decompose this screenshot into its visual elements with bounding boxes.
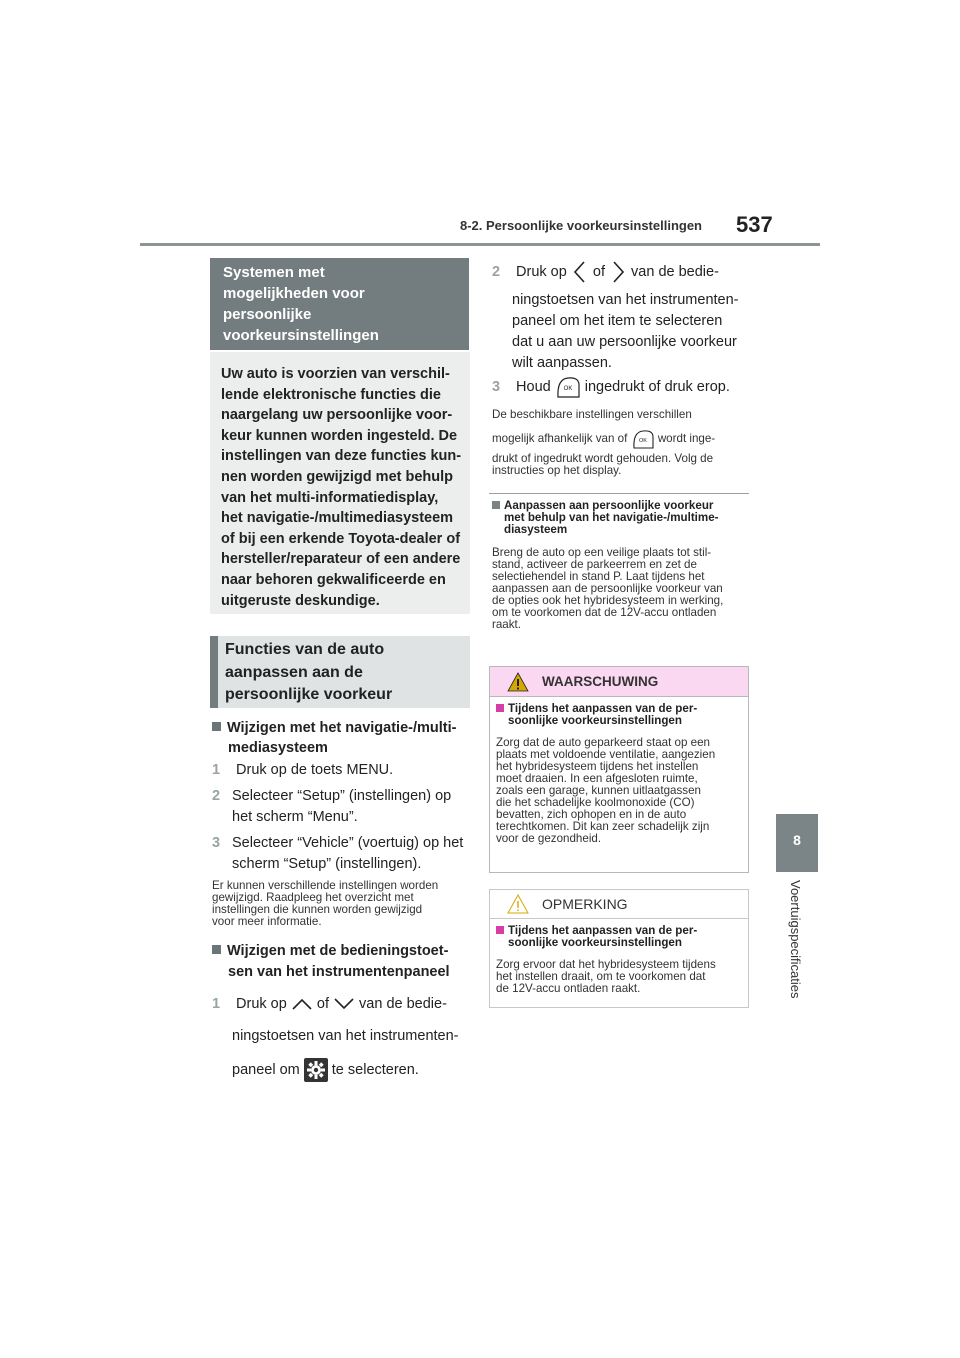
step-text: Houd xyxy=(516,379,551,395)
notice-heading xyxy=(496,925,746,949)
subsection-line: persoonlijke voorkeur xyxy=(225,686,393,703)
notice-triangle-icon xyxy=(507,894,529,914)
notice-title: OPMERKING xyxy=(542,896,628,912)
note-line: instellingen die kunnen worden gewijzigd xyxy=(212,903,423,916)
warning-title: WAARSCHUWING xyxy=(542,674,659,689)
heading-line: Systemen met xyxy=(223,264,325,281)
intro-line: naargelang uw persoonlijke voor- xyxy=(221,407,453,424)
bullet-square-icon xyxy=(496,926,504,934)
note-line: wordt inge- xyxy=(657,432,716,445)
note-line: mogelijk afhankelijk van of xyxy=(492,432,628,445)
intro-line: instellingen van deze functies kun- xyxy=(221,448,462,465)
chapter-number: 8 xyxy=(793,832,801,848)
intro-line: uitgeruste deskundige. xyxy=(221,592,380,609)
subsection-accent-bar xyxy=(210,636,218,708)
text-line: die het schadelijke koolmonoxide (CO) xyxy=(496,796,695,809)
text-line: de 12V-accu ontladen raakt. xyxy=(496,982,641,995)
step-text: het scherm “Menu”. xyxy=(232,809,358,825)
bullet-square-icon xyxy=(492,501,500,509)
settings-gear-icon xyxy=(304,1058,328,1082)
intro-line: keur kunnen worden ingesteld. De xyxy=(221,427,458,444)
ok-button-icon xyxy=(631,428,655,450)
step-text: scherm “Setup” (instellingen). xyxy=(232,856,422,872)
step-number: 3 xyxy=(492,379,501,395)
ok-button-icon xyxy=(555,375,581,399)
step-number: 3 xyxy=(212,835,221,851)
text-line: het instellen draait, om te voorkomen dat xyxy=(496,970,706,983)
svg-text:OK: OK xyxy=(638,437,647,444)
step-number: 1 xyxy=(212,762,221,778)
note-line: instructies op het display. xyxy=(492,464,622,477)
intro-line: nen worden gewijzigd met behulp xyxy=(221,468,454,485)
chapter-label: Voertuigspecificaties xyxy=(788,880,803,999)
text-line: zoals een garage, kunnen uitlaatgassen xyxy=(496,784,701,797)
switch-heading-line: sen van het instrumentenpaneel xyxy=(228,964,450,980)
intro-box xyxy=(210,352,470,614)
heading-line: soonlijke voorkeursinstellingen xyxy=(508,936,682,949)
heading-line: diasysteem xyxy=(504,523,568,536)
bullet-square-icon xyxy=(496,704,504,712)
step-number: 2 xyxy=(212,788,221,804)
switch-step-1 xyxy=(212,990,482,1084)
text-line: raakt. xyxy=(492,618,521,631)
text-line: om te voorkomen dat de 12V-accu ontladen xyxy=(492,606,717,619)
left-arrow-icon xyxy=(571,260,589,284)
subsection-line: aanpassen aan de xyxy=(225,663,363,681)
step-number: 1 xyxy=(212,996,221,1012)
text-line: Breng de auto op een veilige plaats tot stil- xyxy=(492,546,712,559)
nav-step-1 xyxy=(212,760,482,781)
intro-line: of bij een erkende Toyota-dealer of xyxy=(221,530,461,547)
down-arrow-icon xyxy=(333,997,355,1011)
nav-customize-heading xyxy=(492,500,754,536)
heading-line: mogelijkheden voor xyxy=(223,285,365,302)
text-line: Zorg dat de auto geparkeerd staat op een xyxy=(496,736,710,749)
ok-note xyxy=(492,405,752,477)
nav-step-2 xyxy=(212,786,482,828)
switch-step-2 xyxy=(492,258,762,374)
step-text: te selecteren. xyxy=(331,1062,419,1078)
heading-line: Tijdens het aanpassen van de per- xyxy=(508,702,698,715)
nav-customize-text xyxy=(492,547,754,631)
warning-text xyxy=(496,737,746,845)
note-line: voor meer informatie. xyxy=(212,915,322,928)
step-text: ningstoetsen van het instrumenten- xyxy=(512,292,739,308)
note-line: gewijzigd. Raadpleeg het overzicht met xyxy=(212,891,414,904)
notice-text xyxy=(496,959,746,995)
heading-line: soonlijke voorkeursinstellingen xyxy=(508,714,682,727)
note-line: drukt of ingedrukt wordt gehouden. Volg de xyxy=(492,452,714,465)
heading-line: persoonlijke xyxy=(223,306,312,323)
section-heading-box xyxy=(210,258,469,350)
intro-line: Uw auto is voorzien van verschil- xyxy=(221,366,450,382)
notice-header-rule xyxy=(490,918,748,919)
header-rule xyxy=(140,243,820,246)
step-text: paneel om xyxy=(232,1062,300,1078)
text-line: stand, activeer de parkeerrem en zet de xyxy=(492,558,697,571)
intro-line: het navigatie-/multimediasysteem xyxy=(221,510,454,527)
step-text: ningstoetsen van het instrumenten- xyxy=(232,1028,459,1044)
intro-line: hersteller/reparateur of een andere xyxy=(221,551,461,568)
nav-heading xyxy=(212,718,482,758)
text-line: plaats met voldoende ventilatie, aangezien xyxy=(496,748,716,761)
text-line: het hybridesysteem tijdens het instellen xyxy=(496,760,699,773)
step-text: dat u aan uw persoonlijke voorkeur xyxy=(512,334,737,350)
step-text: Druk op xyxy=(236,996,287,1012)
step-text: Selecteer “Setup” (instellingen) op xyxy=(232,788,452,804)
step-text: van de bedie- xyxy=(359,996,447,1012)
text-line: Zorg ervoor dat het hybridesysteem tijdens xyxy=(496,958,716,971)
text-line: voor de gezondheid. xyxy=(496,832,602,845)
page-number: 537 xyxy=(736,212,773,237)
switch-step-3 xyxy=(492,373,762,401)
separator xyxy=(489,493,749,494)
heading-line: Tijdens het aanpassen van de per- xyxy=(508,924,698,937)
warning-heading xyxy=(496,703,746,727)
bullet-square-icon xyxy=(212,945,221,954)
step-text: Selecteer “Vehicle” (voertuig) op het xyxy=(232,835,464,851)
switch-heading xyxy=(212,941,482,983)
text-line: de opties ook het hybridesysteem in werking, xyxy=(492,594,724,607)
heading-line: Aanpassen aan persoonlijke voorkeur xyxy=(504,499,714,512)
step-text: of xyxy=(316,996,329,1012)
step-text: wilt aanpassen. xyxy=(512,355,612,371)
intro-line: naar behoren gekwalificeerde en xyxy=(221,571,446,588)
text-line: bevatten, zich ophopen en in de auto xyxy=(496,808,687,821)
intro-line: van het multi-informatiedisplay, xyxy=(221,489,439,506)
note-line: Er kunnen verschillende instellingen worden xyxy=(212,879,439,892)
intro-line: lende elektronische functies die xyxy=(221,386,441,403)
text-line: aanpassen aan de persoonlijke voorkeur van xyxy=(492,582,723,595)
text-line: selectiehendel in stand P. Laat tijdens het xyxy=(492,570,705,583)
heading-line: voorkeursinstellingen xyxy=(223,327,379,344)
text-line: moet draaien. In een afgesloten ruimte, xyxy=(496,772,698,785)
up-arrow-icon xyxy=(291,997,313,1011)
bullet-square-icon xyxy=(212,722,221,731)
step-text: paneel om het item te selecteren xyxy=(512,313,723,329)
nav-step-3 xyxy=(212,833,482,875)
svg-text:OK: OK xyxy=(563,386,573,393)
text-line: terechtkomen. Dit kan zeer schadelijk zijn xyxy=(496,820,710,833)
subsection-line: Functies van de auto xyxy=(225,641,385,658)
nav-heading-line: Wijzigen met het navigatie-/multi- xyxy=(227,720,457,736)
step-text: van de bedie- xyxy=(631,264,719,280)
right-arrow-icon xyxy=(609,260,627,284)
step-text: Druk op de toets MENU. xyxy=(236,762,394,778)
step-text: of xyxy=(592,264,605,280)
nav-heading-line: mediasysteem xyxy=(228,740,328,756)
step-number: 2 xyxy=(492,264,501,280)
warning-triangle-icon xyxy=(507,672,529,692)
nav-note xyxy=(212,880,482,928)
subsection-heading-box xyxy=(210,636,470,708)
note-line: De beschikbare instellingen verschillen xyxy=(492,408,692,421)
switch-heading-line: Wijzigen met de bedieningstoet- xyxy=(227,943,449,959)
step-text: Druk op xyxy=(516,264,567,280)
heading-line: met behulp van het navigatie-/multime- xyxy=(504,511,719,524)
section-title: 8-2. Persoonlijke voorkeursinstellingen xyxy=(459,218,702,233)
step-text: ingedrukt of druk erop. xyxy=(584,379,730,395)
